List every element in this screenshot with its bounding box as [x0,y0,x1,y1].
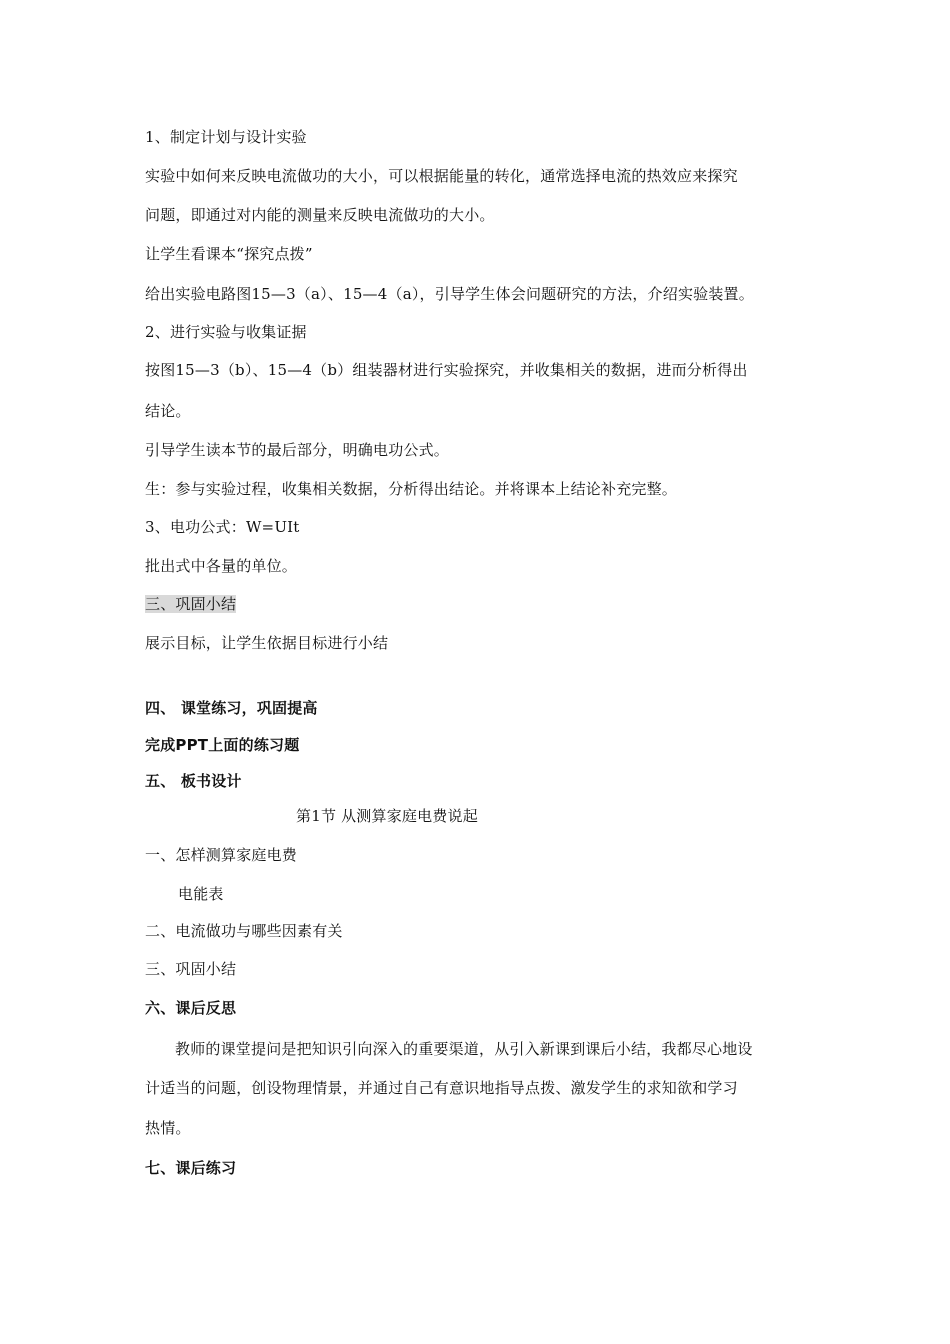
paragraph-line: 让学生看课本“探究点拨” [145,245,313,263]
board-title: 第1节 从测算家庭电费说起 [296,807,478,825]
board-item: 二、电流做功与哪些因素有关 [145,922,343,940]
formula-line: 3、电功公式：W=UIt [145,518,300,536]
paragraph-line: 展示目标，让学生依据目标进行小结 [145,634,389,652]
highlighted-text: 三、巩固小结 [145,595,237,613]
board-subitem: 电能表 [178,885,224,903]
step-1-heading: 1、制定计划与设计实验 [145,128,307,146]
section-3-heading [145,594,236,614]
paragraph-line: 生：参与实验过程，收集相关数据，分析得出结论。并将课本上结论补充完整。 [145,480,678,498]
paragraph-line: 热情。 [145,1119,191,1137]
step-2-heading: 2、进行实验与收集证据 [145,323,307,341]
board-item: 三、巩固小结 [145,960,237,978]
paragraph-line: 完成PPT上面的练习题 [145,736,300,754]
paragraph-line: 教师的课堂提问是把知识引向深入的重要渠道，从引入新课到课后小结，我都尽心地设 [175,1040,753,1058]
paragraph-line: 结论。 [145,402,191,420]
section-5-heading: 五、 板书设计 [145,772,242,790]
paragraph-line: 引导学生读本节的最后部分，明确电功公式。 [145,441,450,459]
paragraph-line: 批出式中各量的单位。 [145,557,298,575]
paragraph-line: 计适当的问题，创设物理情景，并通过自己有意识地指导点拨、激发学生的求知欲和学习 [145,1079,738,1097]
paragraph-line: 实验中如何来反映电流做功的大小，可以根据能量的转化，通常选择电流的热效应来探究 [145,167,738,185]
section-6-heading: 六、课后反思 [145,999,237,1017]
paragraph-line: 问题，即通过对内能的测量来反映电流做功的大小。 [145,206,495,224]
board-item: 一、怎样测算家庭电费 [145,846,298,864]
paragraph-line: 按图15—3（b）、15—4（b）组装器材进行实验探究，并收集相关的数据，进而分析得出 [145,361,748,379]
section-4-heading: 四、 课堂练习，巩固提高 [145,699,318,717]
section-7-heading: 七、课后练习 [145,1159,237,1177]
paragraph-line: 给出实验电路图15—3（a）、15—4（a），引导学生体会问题研究的方法，介绍实验装置。 [145,285,754,303]
